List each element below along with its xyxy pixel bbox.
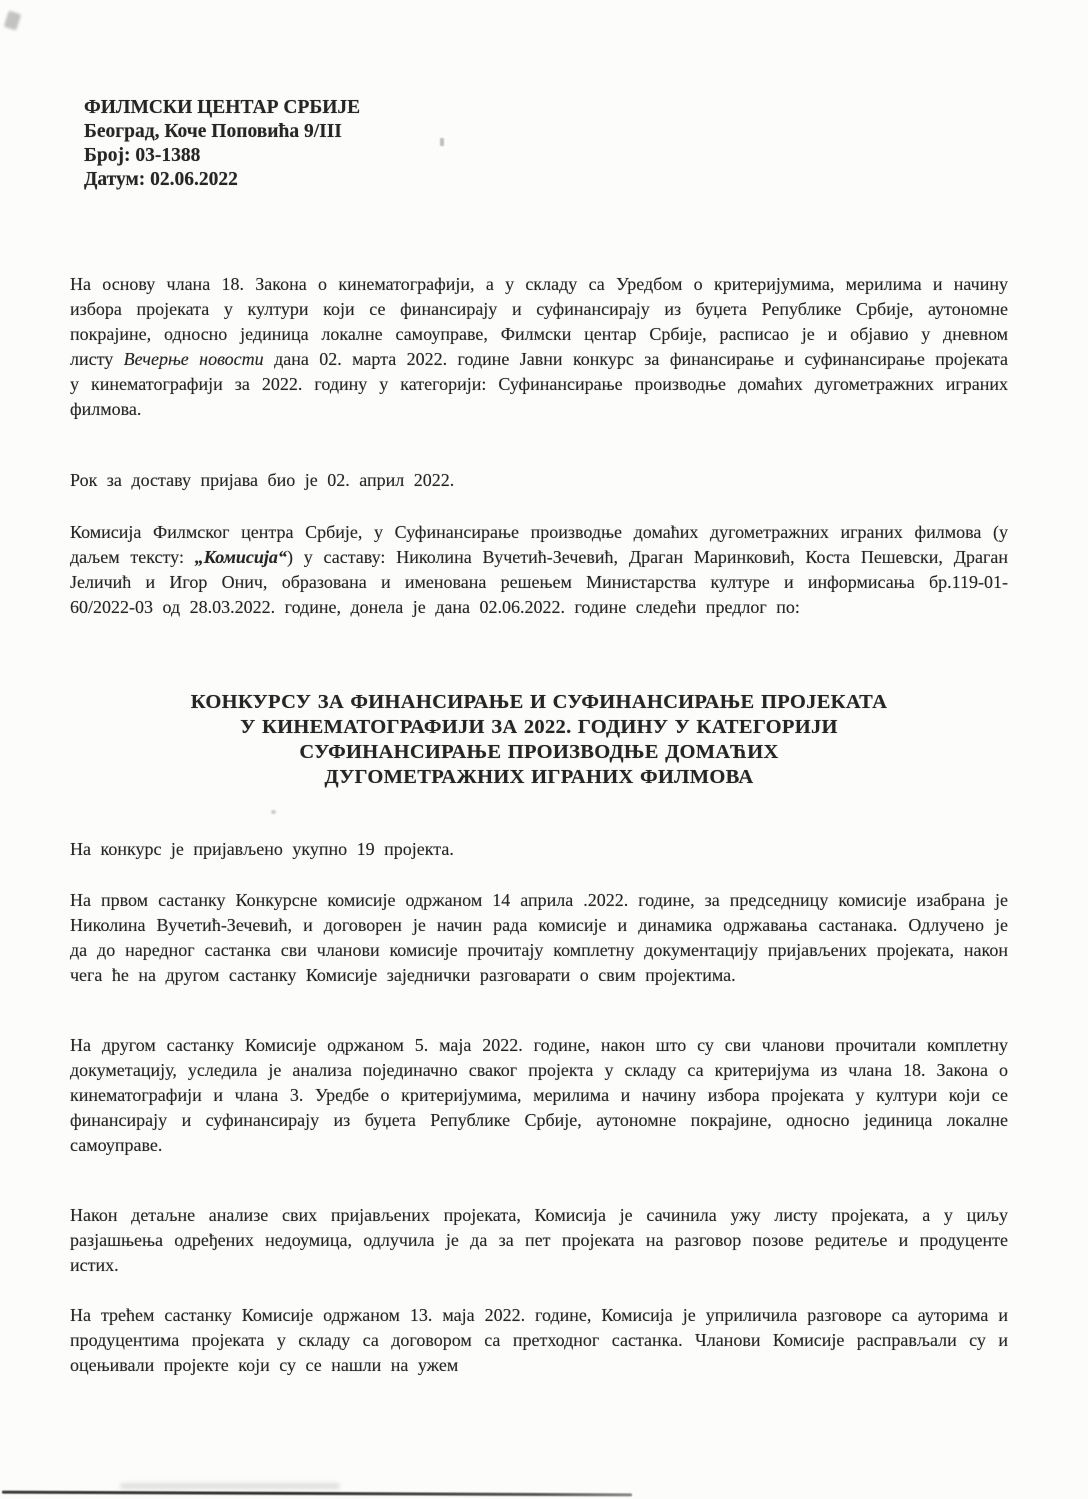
scan-smudge-top-left	[4, 10, 22, 30]
paragraph-total-projects: На конкурс је пријављено укупно 19 пројекта.	[70, 839, 454, 859]
document-heading	[70, 690, 1008, 790]
paragraph-second-meeting: На другом састанку Комисије одржаном 5. маја 2022. године, након што су сви чланови прочитали комплетну докуметацију, уследила је анализа појединачно сваког пројекта у складу са критеријума из члана 18. Закона о кинематографији и члана 3. Уредбе о критеријумима, мерилима и начину избора пројеката у култури који се финансирају и суфинансирају из буџета Републике Србије, аутономне покрајине, односно јединица локалне самоуправе.	[70, 1035, 1008, 1155]
commission-term: „Комисија“	[194, 547, 287, 567]
scan-speck-mid	[271, 810, 276, 814]
org-address: Београд, Коче Поповића 9/III	[84, 121, 342, 142]
heading-line-4: ДУГОМЕТРАЖНИХ ИГРАНИХ ФИЛМОВА	[324, 766, 754, 788]
newspaper-name: Вечерње новости	[123, 349, 264, 369]
paragraph-commission	[70, 520, 1008, 620]
paragraph-legal-basis	[70, 272, 1008, 422]
document-date: Датум: 02.06.2022	[84, 169, 238, 190]
commission-text-cont: ) у саставу: Николина Вучетић-Зечевић, Драган Маринковић, Коста Пешевски, Драган Јеличић и Игор Онич, образована и именована решењем Министарства културе и информисања бр.119-01-60/2022-03 од 28.03.2022. године, донела је дана 02.06.2022. године следећи предлог по:	[70, 547, 1008, 617]
scan-streak-bottom	[2, 1491, 632, 1496]
heading-line-1: КОНКУРСУ ЗА ФИНАНСИРАЊЕ И СУФИНАНСИРАЊЕ ПРОЈЕКАТА	[190, 691, 888, 713]
scan-streak-shadow-bottom	[120, 1483, 340, 1489]
legal-basis-text: На основу члана 18. Закона о кинематографији, а у складу са Уредбом о критеријумима, мерилима и начину избора пројеката у култури који се финансирају и суфинансирају из буџета Републике Србије, аутономне покрајине, односно јединица локалне самоуправе, Филмски центар Србије, расписао је и објавио у дневном листу	[70, 274, 1008, 369]
legal-basis-text-cont: дана 02. марта 2022. године Јавни конкурс за финансирање и суфинансирање пројеката у кинематографији за 2022. годину у категорији: Суфинансирање производње домаћих дугометражних играних филмова.	[70, 349, 1008, 419]
document-number: Број: 03-1388	[84, 145, 201, 166]
letterhead	[84, 96, 360, 192]
heading-line-3: СУФИНАНСИРАЊЕ ПРОИЗВОДЊЕ ДОМАЋИХ	[299, 741, 779, 763]
paragraph-third-meeting: На трећем састанку Комисије одржаном 13. маја 2022. године, Комисија је уприличила разговоре са ауторима и продуцентима пројеката у складу са договором са претходног састанка. Чланови Комисије расправљали су и оцењивали пројекте који су се нашли на ужем	[70, 1305, 1008, 1375]
scan-speck-right	[440, 138, 444, 146]
commission-text: Комисија Филмског центра Србије, у Суфинансирање производње домаћих дугометражних играних филмова (у даљем тексту:	[70, 522, 1008, 567]
paragraph-shortlist: Након детаљне анализе свих пријављених пројеката, Комисија је сачинила ужу листу пројеката, а у циљу разјашњења одређених недоумица, одлучила је да за пет пројеката на разговор позове редитеље и продуценте истих.	[70, 1205, 1008, 1275]
paragraph-first-meeting: На првом састанку Конкурсне комисије одржаном 14 априла .2022. године, за председницу комисије изабрана је Николина Вучетић-Зечевић, и договорен је начин рада комисије и динамика одржавања састанака. Одлучено је да до наредног састанка сви чланови комисије прочитају комплетну документацију пријављених пројеката, након чега ће на другом састанку Комисије заједнички разговарати о свим пројектима.	[70, 890, 1008, 985]
paragraph-deadline: Рок за доставу пријава био је 02. април 2022.	[70, 470, 455, 490]
org-name: ФИЛМСКИ ЦЕНТАР СРБИЈЕ	[84, 97, 361, 118]
heading-line-2: У КИНЕМАТОГРАФИЈИ ЗА 2022. ГОДИНУ У КАТЕГОРИЈИ	[240, 716, 838, 738]
